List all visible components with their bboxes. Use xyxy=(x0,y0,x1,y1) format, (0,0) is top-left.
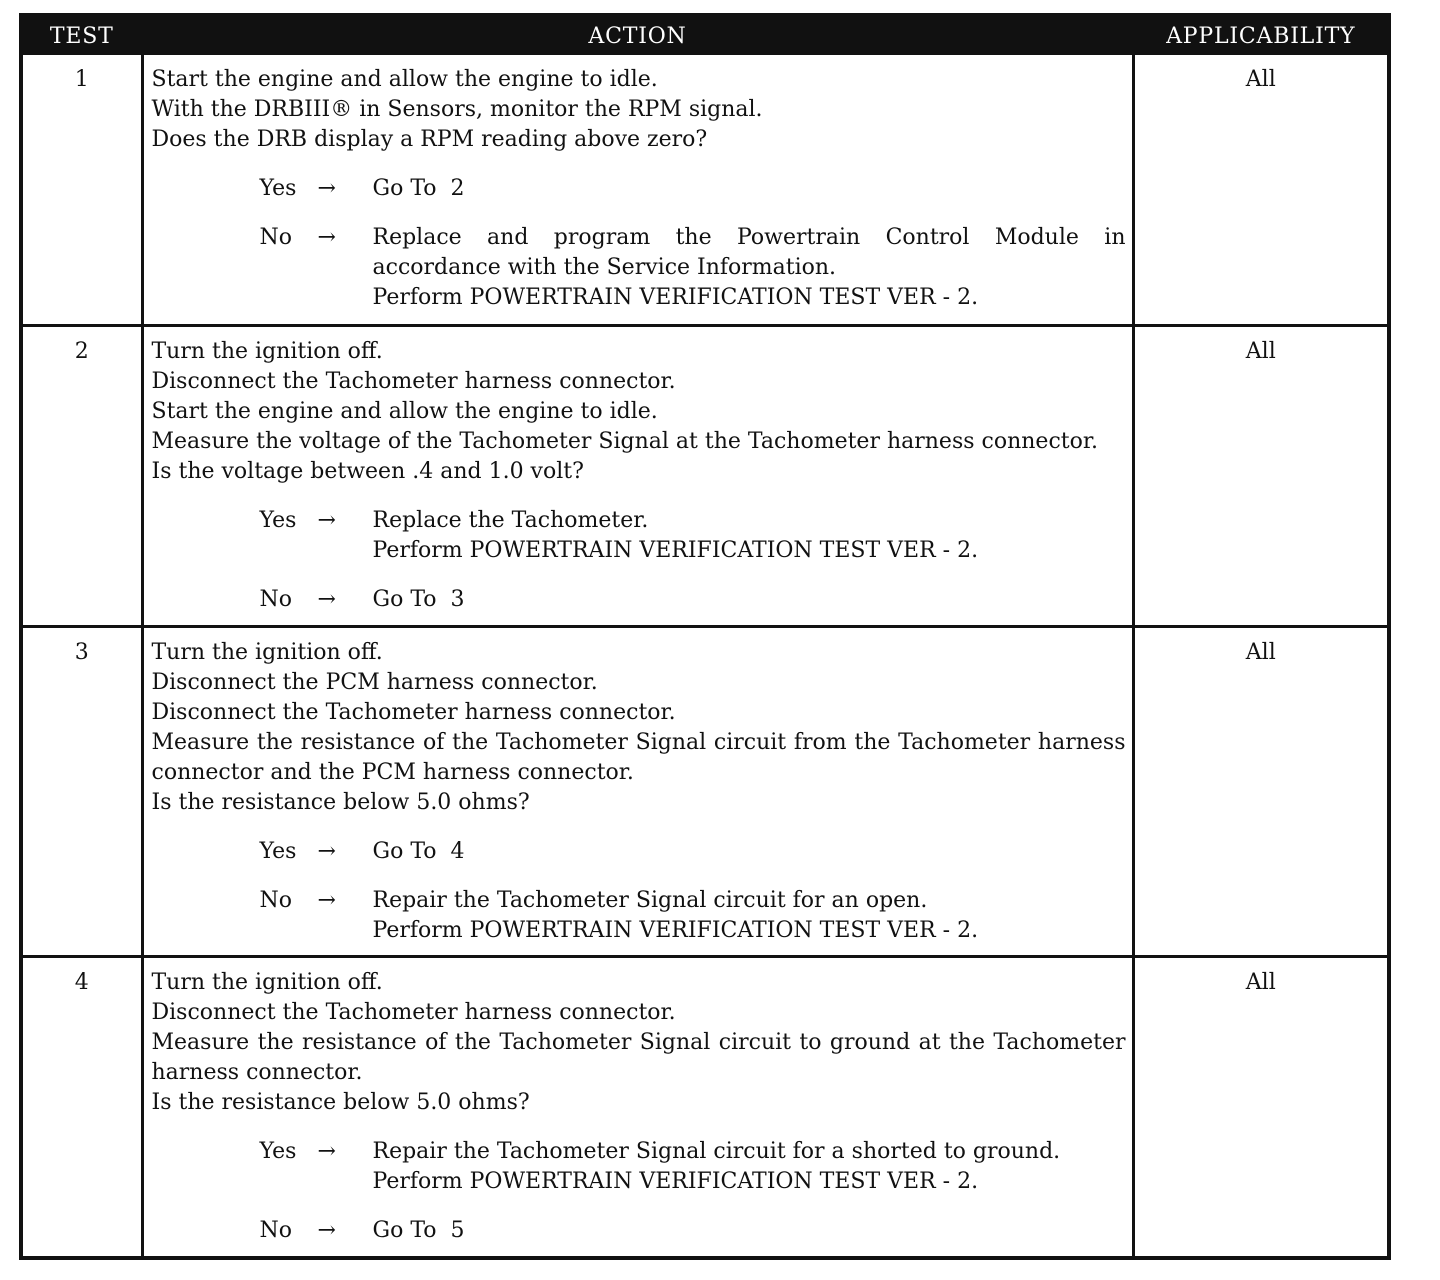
test-number: 1 xyxy=(23,55,142,325)
table-row xyxy=(23,55,1387,325)
goto-label: Go To xyxy=(372,1217,437,1243)
table-row xyxy=(23,626,1387,956)
yes-label: Yes xyxy=(259,507,297,533)
applicability-value: All xyxy=(1133,956,1387,1256)
test-number: 4 xyxy=(23,956,142,1256)
step-text: Disconnect the Tachometer harness connector. xyxy=(151,699,676,725)
no-outcome xyxy=(152,585,1126,615)
applicability-value: All xyxy=(1133,325,1387,626)
header-applicability: APPLICABILITY xyxy=(1133,17,1387,55)
action-steps xyxy=(152,968,1126,1118)
diagnostic-test-table xyxy=(19,13,1391,1260)
yes-label: Yes xyxy=(259,176,297,201)
no-outcome xyxy=(152,886,1126,946)
step-text: Measure the resistance of the Tachometer Signal circuit to ground at the Tachometer harness connector. xyxy=(151,1029,1126,1085)
step-text: Measure the resistance of the Tachometer Signal circuit from the Tachometer harness connector and the PCM harness connector. xyxy=(151,729,1126,785)
action-steps xyxy=(152,638,1126,818)
no-label: No xyxy=(259,586,292,612)
yes-outcome xyxy=(152,837,1126,867)
step-text: Is the resistance below 5.0 ohms? xyxy=(151,789,530,815)
goto-number: 5 xyxy=(450,1217,465,1243)
outcome-line: Repair the Tachometer Signal circuit for a shorted to ground. xyxy=(372,1138,1061,1164)
no-label: No xyxy=(259,887,292,913)
outcome-text xyxy=(373,837,1126,867)
step-text: Measure the voltage of the Tachometer Signal at the Tachometer harness connector. xyxy=(151,428,1098,454)
test-table xyxy=(23,17,1387,1256)
table-row xyxy=(23,956,1387,1256)
yes-outcome xyxy=(152,506,1126,566)
step-text: Disconnect the Tachometer harness connector. xyxy=(151,999,676,1025)
action-cell xyxy=(142,626,1133,956)
outcome-line: Perform POWERTRAIN VERIFICATION TEST VER - 2. xyxy=(372,917,979,943)
step-text: Turn the ignition off. xyxy=(151,969,383,995)
action-cell xyxy=(142,55,1133,325)
outcome-text xyxy=(373,223,1126,313)
test-number: 3 xyxy=(23,626,142,956)
outcome-line: Perform POWERTRAIN VERIFICATION TEST VER - 2. xyxy=(372,285,979,310)
no-label: No xyxy=(259,225,292,250)
goto-label: Go To xyxy=(372,586,437,612)
goto-label: Go To xyxy=(372,838,437,864)
outcome-line: Replace the Tachometer. xyxy=(372,507,649,533)
outcome-line: Repair the Tachometer Signal circuit for an open. xyxy=(372,887,928,913)
no-outcome xyxy=(152,1216,1126,1246)
outcome-text xyxy=(373,1216,1126,1246)
header-test: TEST xyxy=(23,17,142,55)
arrow-right-icon: → xyxy=(317,838,336,864)
step-text: Start the engine and allow the engine to idle. xyxy=(151,398,658,424)
step-text: Disconnect the PCM harness connector. xyxy=(151,669,598,695)
outcome-line: Perform POWERTRAIN VERIFICATION TEST VER - 2. xyxy=(372,537,979,563)
yes-outcome xyxy=(152,1137,1126,1197)
step-text: Does the DRB display a RPM reading above zero? xyxy=(151,127,708,152)
table-header-row xyxy=(23,17,1387,55)
outcome-text xyxy=(373,174,1126,204)
yes-outcome xyxy=(152,174,1126,204)
action-steps xyxy=(152,65,1126,155)
applicability-value: All xyxy=(1133,626,1387,956)
arrow-right-icon: → xyxy=(317,225,336,250)
outcome-text xyxy=(373,506,1126,566)
arrow-right-icon: → xyxy=(317,507,336,533)
action-cell xyxy=(142,325,1133,626)
arrow-right-icon: → xyxy=(317,887,336,913)
step-text: Disconnect the Tachometer harness connector. xyxy=(151,368,676,394)
arrow-right-icon: → xyxy=(317,1138,336,1164)
goto-number: 3 xyxy=(450,586,465,612)
yes-label: Yes xyxy=(259,1138,297,1164)
arrow-right-icon: → xyxy=(317,586,336,612)
step-text: Turn the ignition off. xyxy=(151,338,383,364)
step-text: With the DRBIII® in Sensors, monitor the RPM signal. xyxy=(151,97,763,122)
step-text: Start the engine and allow the engine to idle. xyxy=(151,67,658,92)
header-action: ACTION xyxy=(142,17,1133,55)
applicability-value: All xyxy=(1245,67,1276,92)
goto-number: 4 xyxy=(450,838,465,864)
test-number: 2 xyxy=(23,325,142,626)
arrow-right-icon: → xyxy=(317,176,336,201)
goto-label: Go To xyxy=(372,176,437,201)
step-text: Turn the ignition off. xyxy=(151,639,383,665)
no-label: No xyxy=(259,1217,292,1243)
outcome-text xyxy=(373,1137,1126,1197)
goto-number: 2 xyxy=(450,176,465,201)
action-steps xyxy=(152,337,1126,487)
step-text: Is the voltage between .4 and 1.0 volt? xyxy=(151,458,584,484)
table-row xyxy=(23,325,1387,626)
outcome-line: Replace and program the Powertrain Control Module in accordance with the Service Information. xyxy=(372,225,1126,280)
arrow-right-icon: → xyxy=(317,1217,336,1243)
action-cell xyxy=(142,956,1133,1256)
outcome-text xyxy=(373,886,1126,946)
outcome-text xyxy=(373,585,1126,615)
outcome-line: Perform POWERTRAIN VERIFICATION TEST VER - 2. xyxy=(372,1168,979,1194)
yes-label: Yes xyxy=(259,838,297,864)
step-text: Is the resistance below 5.0 ohms? xyxy=(151,1089,530,1115)
no-outcome xyxy=(152,223,1126,313)
